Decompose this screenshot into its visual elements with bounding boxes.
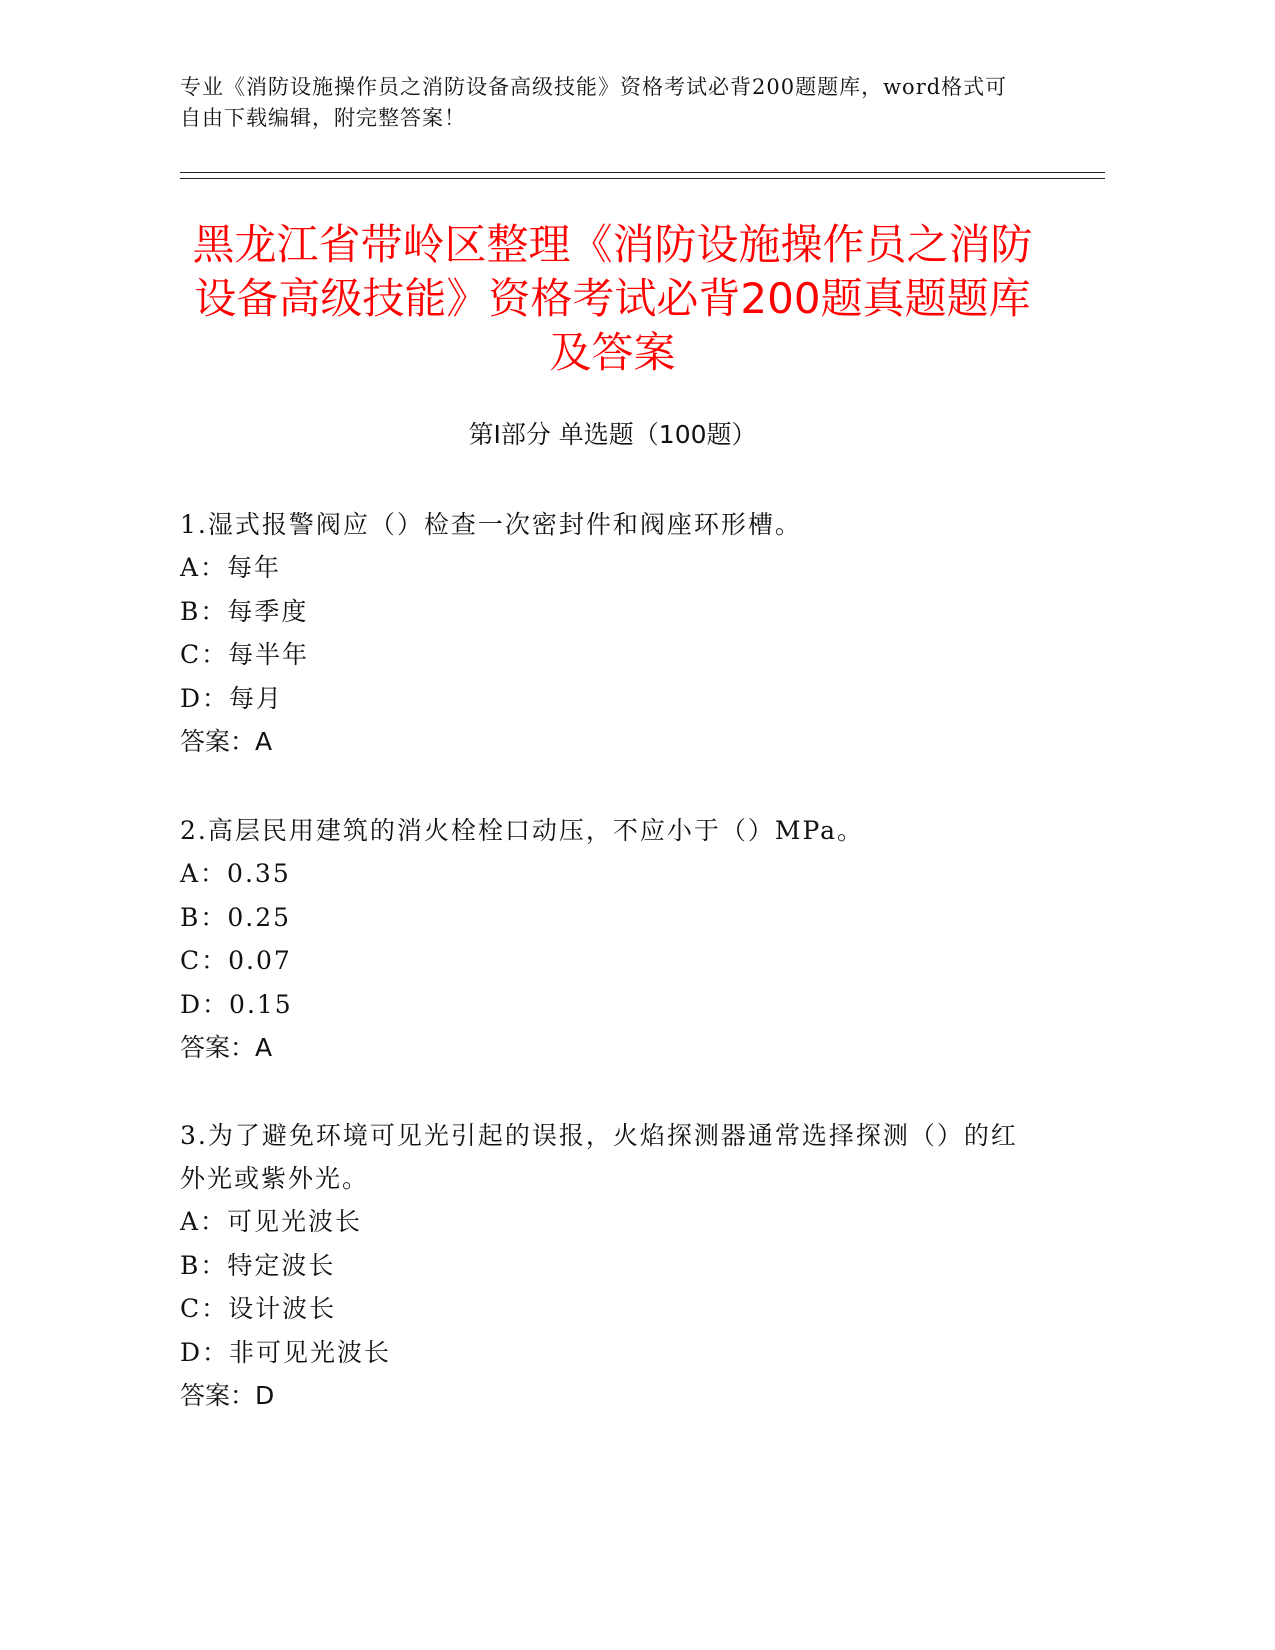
section-title: 第Ⅰ部分 单选题（100题） — [468, 420, 757, 449]
answer: 答案：A — [180, 727, 273, 756]
option-b: B：每季度 — [180, 596, 309, 626]
question-1 — [180, 503, 1040, 764]
option-d: D：0.15 — [180, 989, 293, 1019]
option-d: D：每月 — [180, 683, 284, 713]
option-c: C：设计波长 — [180, 1294, 337, 1323]
question-stem: 1.湿式报警阀应（）检查一次密封件和阀座环形槽。 — [180, 510, 802, 539]
question-stem: 2.高层民用建筑的消火栓栓口动压，不应小于（）MPa。 — [180, 816, 865, 845]
question-3 — [180, 1114, 1040, 1418]
option-c: C：每半年 — [180, 640, 310, 669]
header-note: 专业《消防设施操作员之消防设备高级技能》资格考试必背200题题库，word格式可自由下载编辑，附完整答案！ — [180, 75, 1008, 130]
question-2 — [180, 809, 1040, 1070]
option-a: A：每年 — [180, 553, 282, 582]
option-b: B：特定波长 — [180, 1250, 336, 1280]
header-divider-bottom — [180, 178, 1105, 179]
question-stem: 3.为了避免环境可见光引起的误报，火焰探测器通常选择探测（）的红外光或紫外光。 — [180, 1121, 1018, 1193]
option-a: A：可见光波长 — [180, 1207, 363, 1236]
header-divider-top — [180, 172, 1105, 173]
option-d: D：非可见光波长 — [180, 1337, 392, 1367]
option-b: B：0.25 — [180, 902, 292, 932]
option-c: C：0.07 — [180, 946, 292, 975]
option-a: A：0.35 — [180, 859, 291, 888]
answer: 答案：D — [180, 1381, 275, 1410]
document-title: 黑龙江省带岭区整理《消防设施操作员之消防设备高级技能》资格考试必背200题真题题库及答案 — [192, 220, 1033, 377]
answer: 答案：A — [180, 1033, 273, 1062]
